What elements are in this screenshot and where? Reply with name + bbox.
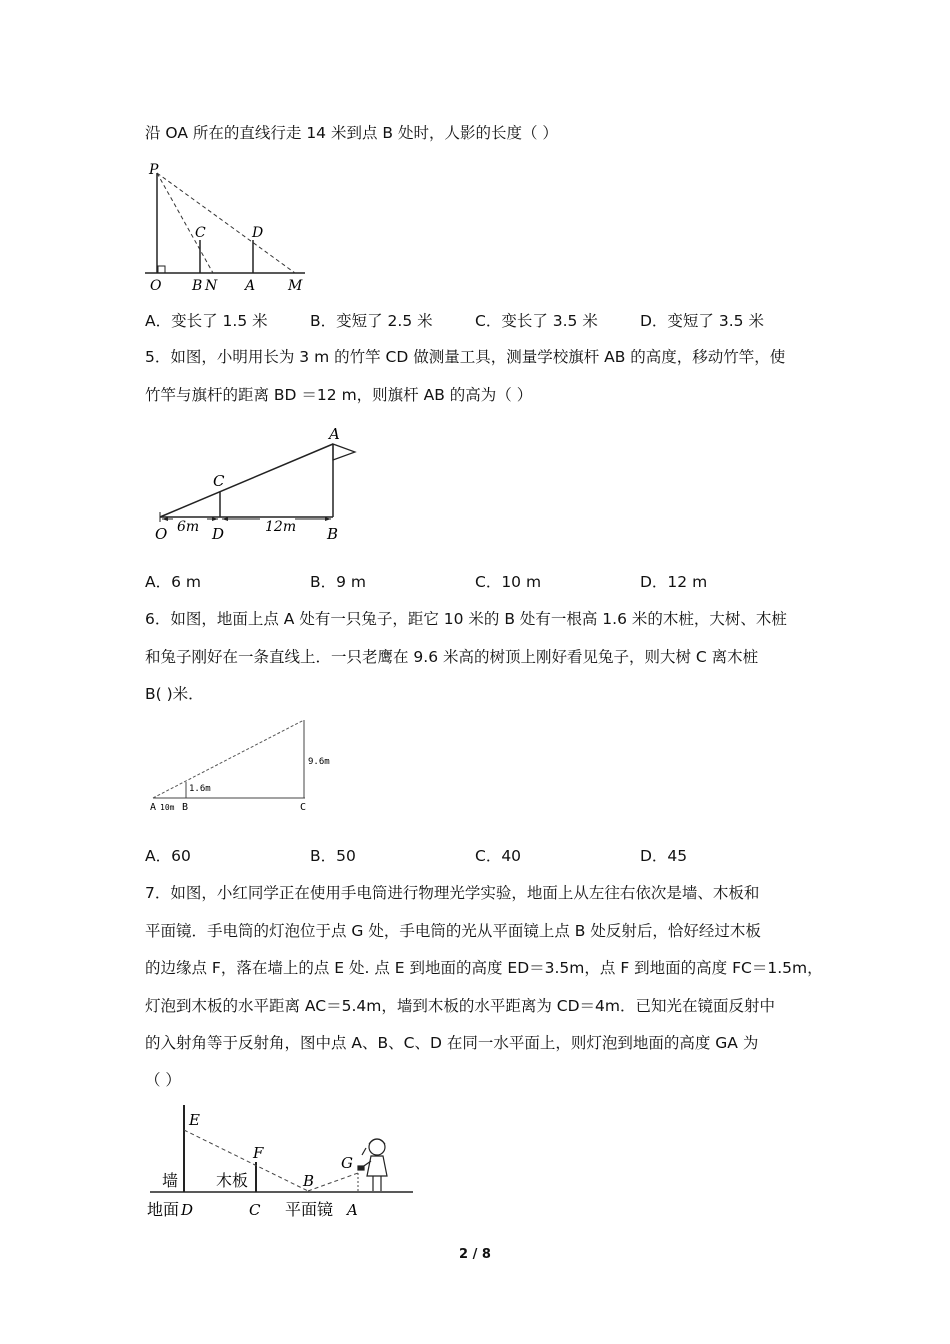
q7-text-line4: 灯泡到木板的水平距离 AC＝5.4m，墙到木板的水平距离为 CD＝4m．已知光在镜面反射中	[145, 997, 775, 1015]
q6-option-c[interactable]: C．40	[475, 847, 522, 865]
label-O: O	[155, 525, 168, 543]
q4-option-d[interactable]: D．变短了 3.5 米	[640, 312, 764, 330]
label-D: D	[181, 1201, 194, 1219]
label-M: M	[288, 278, 303, 294]
label-C: C	[195, 225, 206, 241]
girl-with-flashlight-illustration	[358, 1139, 387, 1191]
label-B: B	[182, 802, 189, 813]
label-D: D	[252, 225, 264, 241]
q6-figure	[145, 715, 345, 815]
label-B: B	[327, 525, 339, 543]
q6-option-d[interactable]: D．45	[640, 847, 688, 865]
label-D: D	[212, 525, 225, 543]
label-N: N	[205, 278, 218, 294]
q5-option-a[interactable]: A．6 m	[145, 573, 201, 591]
q4-option-a[interactable]: A．变长了 1.5 米	[145, 312, 268, 330]
q6-text-line2: 和兔子刚好在一条直线上．一只老鹰在 9.6 米高的树顶上刚好看见兔子，则大树 C 离木桩	[145, 648, 759, 666]
label-tree-height: 9.6m	[308, 757, 330, 767]
label-board: 木板	[216, 1171, 249, 1190]
label-G: G	[341, 1154, 353, 1172]
q5-option-d[interactable]: D．12 m	[640, 573, 708, 591]
q7-text-line2: 平面镜．手电筒的灯泡位于点 G 处，手电筒的光从平面镜上点 B 处反射后，恰好经过木板	[145, 922, 761, 940]
q7-text-line1: 7．如图，小红同学正在使用手电筒进行物理光学实验，地面上从左往右依次是墙、木板和	[145, 884, 760, 902]
q6-option-a[interactable]: A．60	[145, 847, 191, 865]
q7-text-line5: 的入射角等于反射角，图中点 A、B、C、D 在同一水平面上，则灯泡到地面的高度 GA 为	[145, 1034, 759, 1052]
label-stake-height: 1.6m	[189, 784, 211, 794]
label-B: B	[303, 1172, 315, 1190]
q4-option-b[interactable]: B．变短了 2.5 米	[310, 312, 433, 330]
label-od-distance: 6m	[177, 519, 200, 535]
label-A: A	[150, 802, 157, 813]
q7-text-line3: 的边缘点 F，落在墙上的点 E 处. 点 E 到地面的高度 ED＝3.5m，点 F 到地面的高度 FC＝1.5m，	[145, 959, 823, 977]
label-C: C	[300, 802, 307, 813]
q5-option-b[interactable]: B．9 m	[310, 573, 367, 591]
label-E: E	[189, 1111, 200, 1129]
q4-figure	[140, 160, 320, 295]
q5-text-line2: 竹竿与旗杆的距离 BD ＝12 m，则旗杆 AB 的高为（ ）	[145, 386, 533, 404]
q6-option-b[interactable]: B．50	[310, 847, 356, 865]
q5-figure	[145, 420, 375, 550]
label-A: A	[245, 278, 256, 294]
q4-option-c[interactable]: C．变长了 3.5 米	[475, 312, 598, 330]
label-wall: 墙	[162, 1171, 179, 1190]
q7-figure	[145, 1100, 420, 1230]
label-db-distance: 12m	[265, 519, 297, 535]
q7-text-line6: （ ）	[145, 1071, 181, 1089]
label-mirror: 平面镜	[285, 1200, 334, 1219]
q5-option-c[interactable]: C．10 m	[475, 573, 542, 591]
label-P: P	[149, 162, 159, 178]
label-ab-distance: 10m	[160, 803, 175, 812]
label-B: B	[192, 278, 203, 294]
q5-text-line1: 5．如图，小明用长为 3 m 的竹竿 CD 做测量工具，测量学校旗杆 AB 的高度，移动竹竿，使	[145, 348, 786, 366]
page-number: 2 / 8	[459, 1247, 491, 1262]
q4-text-line1: 沿 OA 所在的直线行走 14 米到点 B 处时，人影的长度（ ）	[145, 124, 558, 142]
label-C: C	[213, 472, 225, 490]
q6-text-line3: B( )米．	[145, 685, 204, 703]
label-O: O	[150, 278, 162, 294]
label-A: A	[347, 1201, 358, 1219]
label-A: A	[329, 425, 340, 443]
label-C: C	[249, 1201, 261, 1219]
label-F: F	[253, 1144, 264, 1162]
q6-text-line1: 6．如图，地面上点 A 处有一只兔子，距它 10 米的 B 处有一根高 1.6 米的木桩，大树、木桩	[145, 610, 787, 628]
label-ground: 地面	[147, 1200, 180, 1219]
